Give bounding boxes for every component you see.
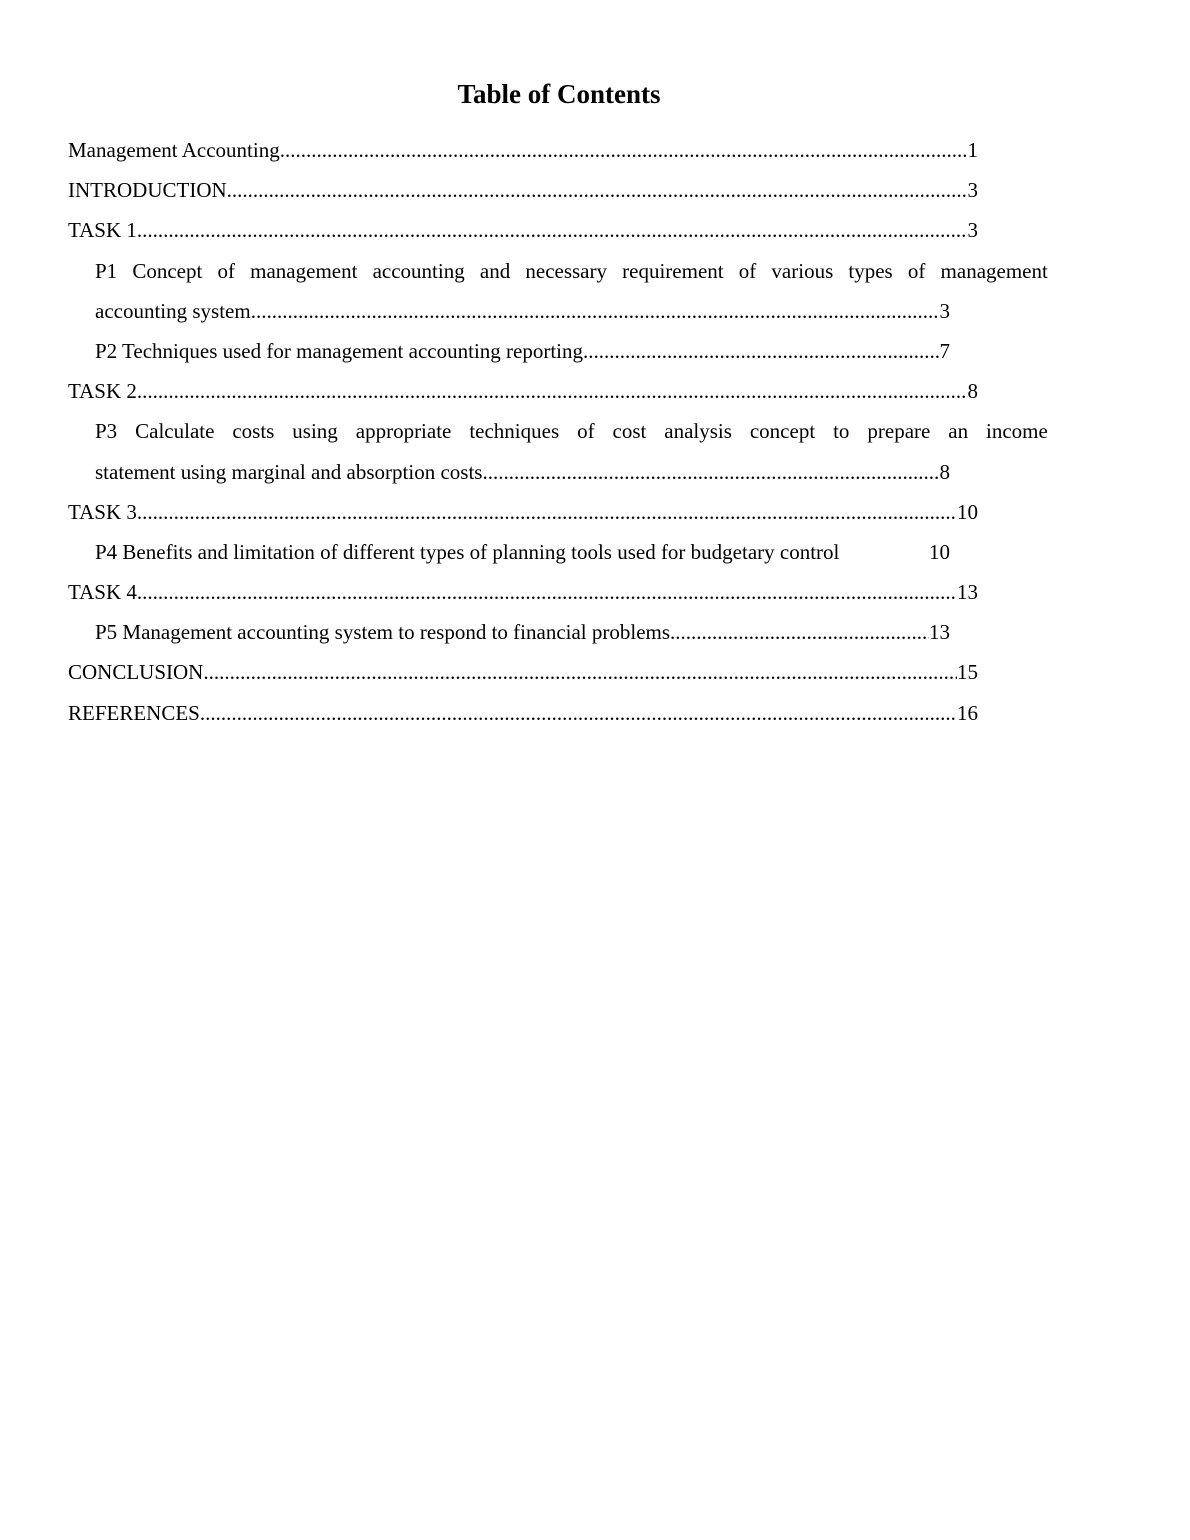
dot-leader (137, 492, 957, 532)
dot-leader (137, 210, 968, 250)
toc-entry-text: statement using marginal and absorption costs (95, 459, 483, 484)
dot-leader (251, 291, 940, 331)
toc-entry-task-2[interactable] (68, 371, 978, 411)
toc-entry-text: accounting system (95, 298, 251, 323)
toc-entry-first-line: P3 Calculate costs using appropriate techniques of cost analysis concept to prepare an income (95, 419, 1048, 444)
toc-entry-text: Management Accounting (68, 138, 280, 162)
dot-leader (280, 130, 968, 170)
toc-entry-introduction[interactable] (68, 170, 978, 210)
toc-entry-p4[interactable] (95, 532, 950, 572)
dot-leader (137, 572, 957, 612)
dot-leader (227, 170, 968, 210)
toc-entry-p1[interactable] (95, 251, 1048, 331)
toc-page-number: 10 (957, 499, 978, 524)
toc-page-number: 7 (939, 338, 950, 363)
dot-leader (137, 371, 968, 411)
page-title: Table of Contents (457, 79, 661, 109)
toc-entry-text: TASK 2 (68, 379, 137, 404)
toc-page-number: 3 (967, 218, 978, 243)
toc-entry-management-accounting[interactable] (68, 130, 978, 170)
toc-entry-p5[interactable] (95, 612, 950, 652)
toc-entry-task-1[interactable] (68, 210, 978, 250)
toc-page-number: 13 (929, 620, 950, 645)
toc-entry-conclusion[interactable] (68, 652, 978, 692)
toc-page-number: 15 (957, 660, 978, 685)
toc-entry-references[interactable] (68, 693, 978, 733)
toc-entry-text: CONCLUSION (68, 660, 204, 685)
toc-entry-text: TASK 4 (68, 580, 137, 605)
toc-list (68, 130, 1128, 733)
toc-page-number: 16 (957, 700, 978, 725)
toc-page-number: 8 (939, 459, 950, 484)
toc-page-number: 3 (939, 298, 950, 323)
toc-entry-text: P2 Techniques used for management accounting reporting (95, 338, 584, 363)
toc-entry-task-3[interactable] (68, 492, 978, 532)
dot-leader (482, 452, 939, 492)
toc-entry-p3[interactable] (95, 411, 1048, 491)
toc-entry-text: TASK 3 (68, 499, 137, 524)
toc-entry-first-line: P1 Concept of management accounting and necessary requirement of various types of management (95, 258, 1048, 283)
dot-leader (200, 693, 957, 733)
toc-entry-text: P5 Management accounting system to respond to financial problems (95, 620, 671, 645)
toc-page-number: 13 (957, 580, 978, 605)
toc-entry-task-4[interactable] (68, 572, 978, 612)
toc-page-number: 8 (967, 379, 978, 404)
toc-page-number: 10 (929, 539, 950, 564)
dot-leader (583, 331, 939, 371)
toc-entry-text: REFERENCES (68, 700, 200, 725)
toc-entry-text: INTRODUCTION (68, 178, 227, 203)
toc-entry-p2[interactable] (95, 331, 950, 371)
toc-page-number: 1 (967, 138, 978, 162)
toc-entry-text: TASK 1 (68, 218, 137, 243)
dot-leader (203, 652, 957, 692)
toc-page-number: 3 (967, 178, 978, 203)
dot-leader (670, 612, 929, 652)
toc-entry-text: P4 Benefits and limitation of different types of planning tools used for budgetary control (95, 539, 840, 564)
